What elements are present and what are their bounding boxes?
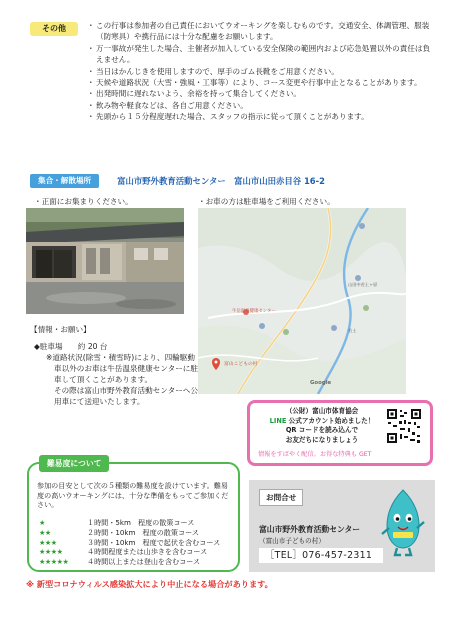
map-label: 牛岳温泉健康センター — [232, 309, 276, 314]
difficulty-row — [39, 538, 220, 548]
info-section — [30, 324, 200, 407]
road-note: ※道路状況(除雪・積雪時)により、四輪駆動車以外のお車は牛岳温泉健康センターに駐車して頂くことがあります。 — [46, 353, 198, 384]
covid-notice: ※ 新型コロナウィルス感染拡大により中止になる場合があります。 — [26, 579, 273, 589]
meeting-place: 富山市野外教育活動センター 富山市山田赤目谷 16-2 — [117, 176, 325, 186]
info-heading: 【情報・お願い】 — [30, 325, 91, 334]
contact-box — [249, 480, 435, 572]
star-rating: ★★★★ — [39, 547, 63, 557]
difficulty-row — [39, 557, 220, 567]
line-promo-text: （公財）富山市体育協会 LINE 公式アカウント始めました！ QR コードを読み込んで お友だちになりましょう — [269, 407, 375, 444]
mascot-icon — [381, 488, 425, 558]
building-photo — [26, 208, 184, 314]
star-rating: ★★ — [39, 527, 51, 537]
contact-label: お問合せ — [259, 489, 303, 506]
star-rating: ★★★★★ — [39, 557, 69, 567]
difficulty-row — [39, 518, 220, 528]
difficulty-row — [39, 547, 220, 557]
note-item: ・ 万一事故が発生した場合、主催者が加入している安全保険の範囲内および応急処置以外の責任は負えません。 — [88, 43, 434, 66]
map-caption: ・お車の方は駐車場をご利用ください。 — [198, 197, 335, 206]
building-photo-image — [26, 208, 184, 314]
note-item: ・ この行事は参加者の自己責任においてウオーキングを楽しむものです。交通安全、体調管理、服装（防寒具）や携行品には十分な配慮をお願いします。 — [88, 20, 434, 43]
map-label: 山田中若土ヶ原 — [348, 282, 378, 287]
photo-caption: ・正面にお集まりください。 — [34, 197, 133, 206]
shuttle-note: その際は富山市野外教育活動センターへ公用車にて送迎いたします。 — [54, 386, 198, 406]
contact-org: 富山市野外教育活動センター — [259, 525, 361, 534]
star-rating: ★ — [39, 518, 45, 527]
star-rating: ★★★ — [39, 537, 57, 547]
note-item: ・ 天候や道路状況（大雪・強風・工事等）により、コース変更や行事中止となることがあります。 — [88, 77, 434, 88]
location-map[interactable] — [198, 208, 406, 394]
difficulty-title: 難易度について — [39, 455, 109, 472]
notes-list — [88, 20, 434, 123]
meeting-bar — [30, 174, 432, 188]
line-promo-box — [247, 400, 433, 466]
difficulty-text: ４時間程度または山歩きを含むコース — [87, 547, 208, 557]
map-label: 若土 — [348, 328, 357, 333]
meeting-label: 集合・解散場所 — [30, 174, 99, 188]
note-item: ・ 当日はかんじきを使用しますので、厚手のゴム長靴をご用意ください。 — [88, 66, 434, 77]
other-section-label: その他 — [30, 22, 78, 36]
difficulty-text: ２時間・10km 程度の散策コース — [87, 527, 199, 537]
difficulty-box — [27, 459, 240, 572]
map-attribution: Google — [310, 380, 332, 386]
note-item: ・ 飲み物や軽食などは、各自ご用意ください。 — [88, 100, 434, 111]
note-item: ・ 出発時間に遅れないよう、余裕を持って集合してください。 — [88, 88, 434, 99]
map-label: 富山こどもの村 — [224, 362, 258, 367]
contact-tel[interactable]: ［TEL］076-457-2311 — [259, 548, 383, 563]
difficulty-text: ４時間以上または登山を含むコース — [87, 557, 201, 567]
difficulty-row — [39, 528, 220, 538]
parking-info: ◆駐車場 約 20 台 — [34, 342, 108, 351]
difficulty-description: 参加の目安として次の５種類の難易度を設けています。難易度の高いウオーキングには、十分な準備をもってご参加ください。 — [37, 481, 229, 510]
difficulty-list — [39, 518, 220, 567]
line-tagline: 情報をすばやく配信。お得な特典も GET — [258, 451, 372, 458]
note-item: ・ 先頭から１５分程度遅れた場合、スタッフの指示に従って頂くことがあります。 — [88, 111, 434, 122]
qr-code-icon[interactable] — [386, 408, 422, 444]
difficulty-text: １時間・5km 程度の散策コース — [87, 518, 195, 527]
difficulty-text: ３時間・10km 程度で起伏を含むコース — [87, 537, 221, 547]
contact-sub: （富山市子どもの村） — [259, 537, 325, 545]
